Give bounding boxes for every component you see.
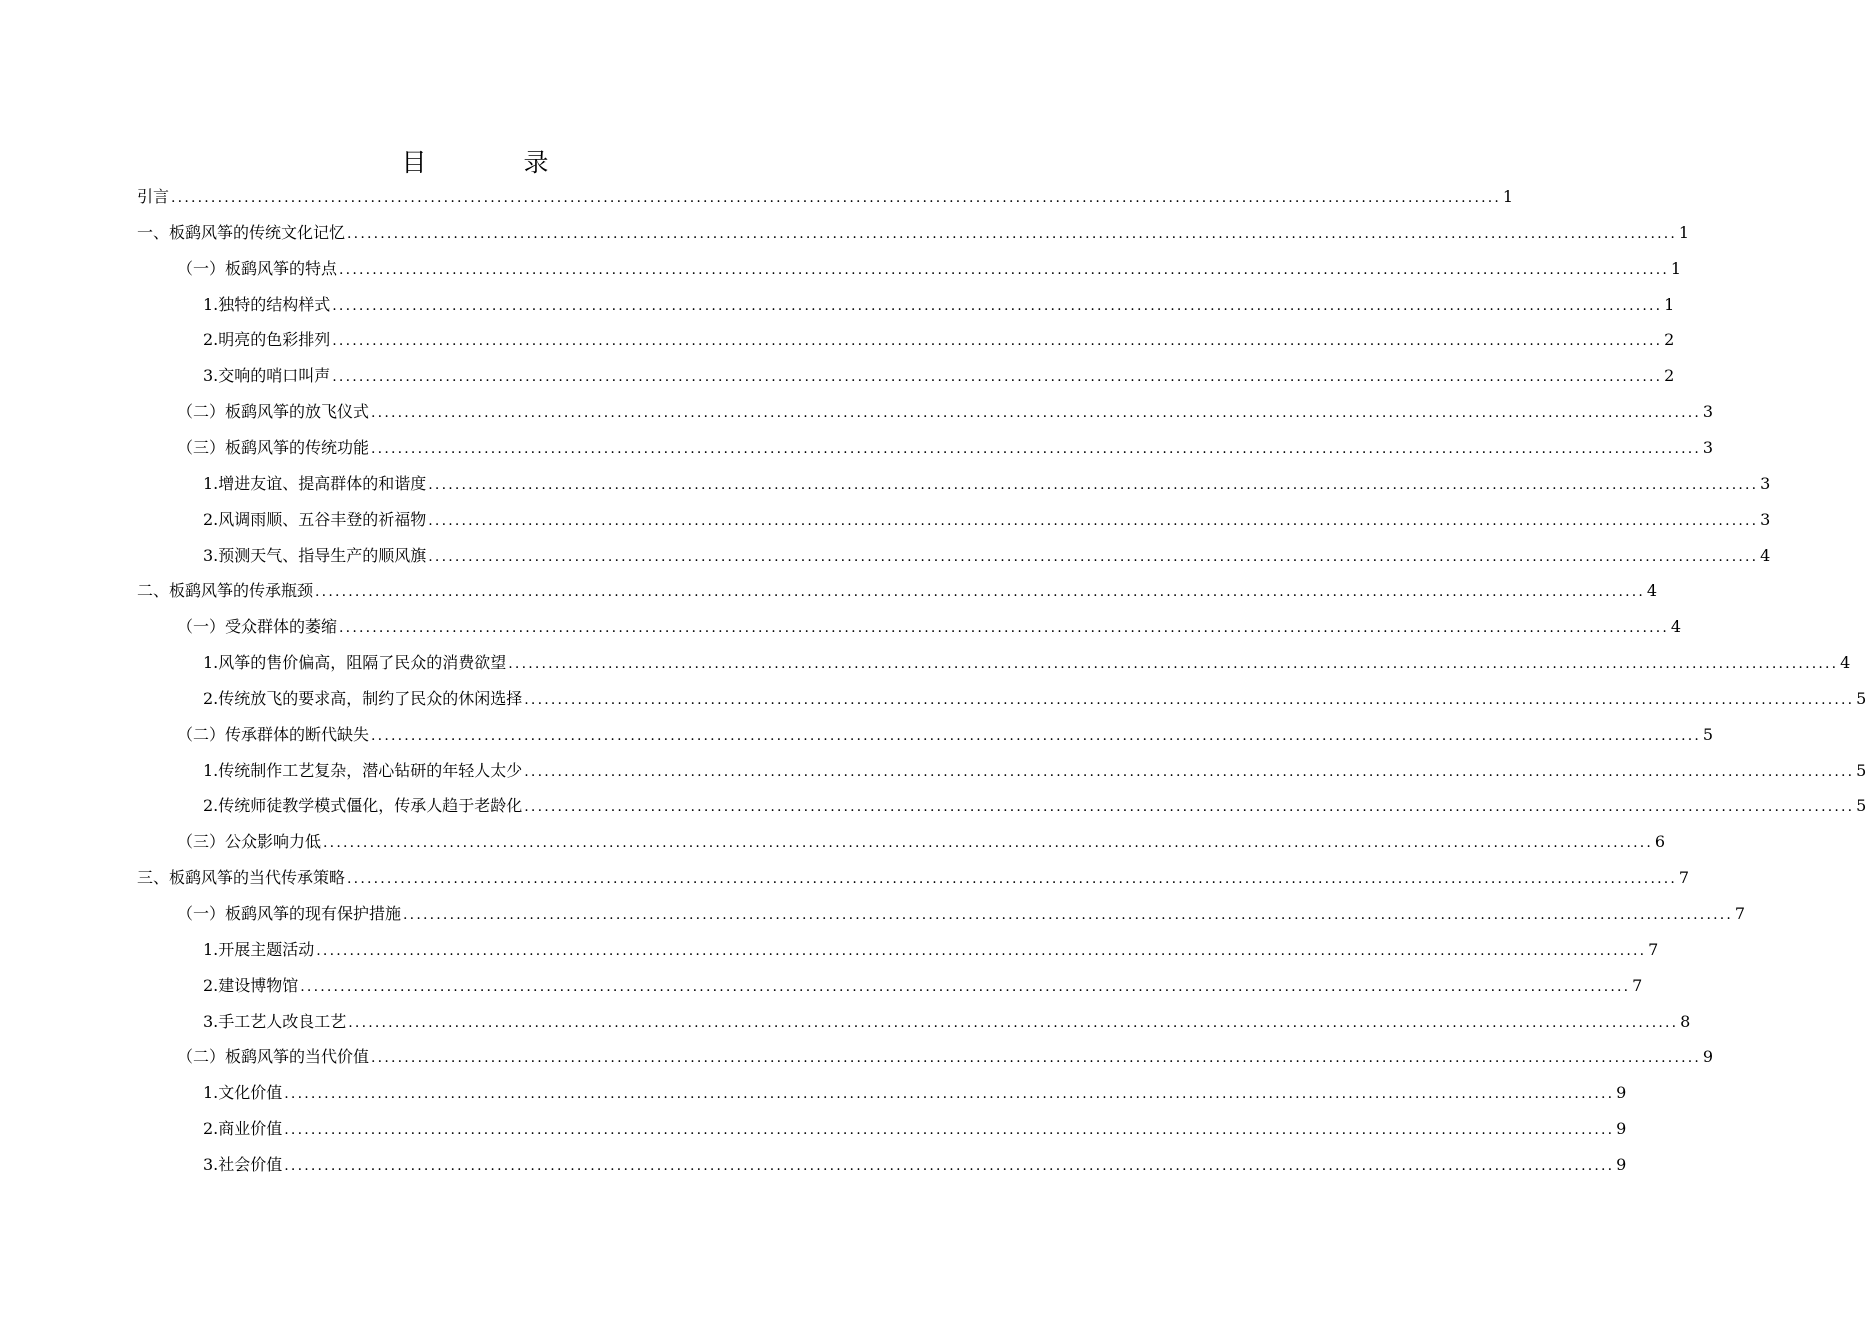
toc-entry-label: （二）板鹞风筝的放飞仪式 bbox=[177, 402, 370, 421]
toc-page-number: 6 bbox=[1654, 832, 1666, 851]
toc-dot-leader: ........................................................................................................................................................................................................ bbox=[428, 549, 1759, 565]
toc-entry-label: 1.风筝的售价偏高，阻隔了民众的消费欲望 bbox=[203, 653, 507, 672]
toc-entry-label: （二）传承群体的断代缺失 bbox=[177, 725, 370, 744]
toc-dot-leader: ........................................................................................................................................................................................................ bbox=[524, 799, 1855, 815]
toc-dot-leader: ........................................................................................................................................................................................................ bbox=[171, 190, 1502, 206]
toc-entry[interactable] bbox=[203, 469, 1771, 495]
toc-page-number: 9 bbox=[1616, 1083, 1627, 1102]
toc-page-number: 5 bbox=[1856, 796, 1866, 815]
toc-page-number: 4 bbox=[1760, 546, 1771, 565]
toc-page-number: 2 bbox=[1664, 330, 1675, 349]
toc-page-number: 4 bbox=[1840, 653, 1851, 672]
toc-entry-label: 一、板鹞风筝的传统文化记忆 bbox=[137, 223, 346, 242]
toc-entry[interactable] bbox=[203, 1007, 1691, 1033]
toc-dot-leader: ........................................................................................................................................................................................................ bbox=[403, 907, 1734, 923]
toc-dot-leader: ........................................................................................................................................................................................................ bbox=[508, 656, 1839, 672]
toc-dot-leader: ........................................................................................................................................................................................................ bbox=[332, 298, 1663, 314]
toc-dot-leader: ........................................................................................................................................................................................................ bbox=[332, 369, 1663, 385]
toc-dot-leader: ........................................................................................................................................................................................................ bbox=[300, 979, 1631, 995]
toc-entry-label: 3.交响的哨口叫声 bbox=[203, 366, 331, 385]
toc-dot-leader: ........................................................................................................................................................................................................ bbox=[315, 584, 1646, 600]
toc-page-number: 1 bbox=[1670, 259, 1682, 278]
toc-entry[interactable] bbox=[203, 361, 1675, 387]
toc-page-number: 2 bbox=[1664, 366, 1675, 385]
toc-entry-label: （二）板鹞风筝的当代价值 bbox=[177, 1047, 370, 1066]
toc-entry[interactable] bbox=[177, 254, 1682, 280]
toc-page-number: 9 bbox=[1616, 1119, 1627, 1138]
toc-entry-label: （一）板鹞风筝的特点 bbox=[177, 259, 338, 278]
toc-page-number: 1 bbox=[1502, 187, 1514, 206]
toc-entry[interactable] bbox=[203, 1078, 1627, 1104]
toc-dot-leader: ........................................................................................................................................................................................................ bbox=[284, 1122, 1615, 1138]
toc-entry-label: 2.建设博物馆 bbox=[203, 976, 299, 995]
toc-page-number: 3 bbox=[1702, 402, 1714, 421]
toc-entry-label: 1.增进友谊、提高群体的和谐度 bbox=[203, 474, 427, 493]
toc-page-number: 5 bbox=[1856, 689, 1866, 708]
toc-page-number: 3 bbox=[1760, 474, 1771, 493]
toc-dot-leader: ........................................................................................................................................................................................................ bbox=[371, 728, 1702, 744]
toc-entry-label: 2.明亮的色彩排列 bbox=[203, 330, 331, 349]
toc-entry[interactable] bbox=[203, 648, 1851, 674]
toc-entry[interactable] bbox=[177, 612, 1682, 638]
toc-entry[interactable] bbox=[137, 182, 1514, 208]
toc-page-number: 5 bbox=[1856, 761, 1866, 780]
toc-entry[interactable] bbox=[177, 433, 1714, 459]
toc-entry[interactable] bbox=[203, 756, 1866, 782]
toc-entry-label: （一）受众群体的萎缩 bbox=[177, 617, 338, 636]
toc-page-number: 7 bbox=[1632, 976, 1643, 995]
toc-entry[interactable] bbox=[203, 935, 1659, 961]
toc-entry[interactable] bbox=[203, 505, 1771, 531]
toc-page-number: 4 bbox=[1670, 617, 1682, 636]
toc-entry[interactable] bbox=[203, 971, 1643, 997]
toc-entry-label: 1.独特的结构样式 bbox=[203, 295, 331, 314]
toc-entry-label: 2.商业价值 bbox=[203, 1119, 283, 1138]
toc-entry-label: 三、板鹞风筝的当代传承策略 bbox=[137, 868, 346, 887]
toc-entry[interactable] bbox=[203, 290, 1675, 316]
toc-page-number: 3 bbox=[1760, 510, 1771, 529]
toc-page-number: 7 bbox=[1678, 868, 1690, 887]
toc-page-number: 8 bbox=[1680, 1012, 1691, 1031]
toc-entry[interactable] bbox=[177, 827, 1666, 853]
toc-entry-label: 引言 bbox=[137, 187, 170, 206]
toc-dot-leader: ........................................................................................................................................................................................................ bbox=[284, 1158, 1615, 1174]
toc-page-number: 1 bbox=[1678, 223, 1690, 242]
toc-dot-leader: ........................................................................................................................................................................................................ bbox=[347, 871, 1678, 887]
toc-entry[interactable] bbox=[177, 397, 1714, 423]
toc-entry-label: 3.手工艺人改良工艺 bbox=[203, 1012, 347, 1031]
toc-entry-label: 1.文化价值 bbox=[203, 1083, 283, 1102]
toc-entry[interactable] bbox=[137, 576, 1658, 602]
toc-dot-leader: ........................................................................................................................................................................................................ bbox=[339, 620, 1670, 636]
toc-entry[interactable] bbox=[137, 863, 1690, 889]
toc-entry[interactable] bbox=[177, 720, 1714, 746]
toc-dot-leader: ........................................................................................................................................................................................................ bbox=[316, 943, 1647, 959]
toc-entry[interactable] bbox=[203, 791, 1866, 817]
toc-entry[interactable] bbox=[203, 1150, 1627, 1176]
toc-entry-label: 二、板鹞风筝的传承瓶颈 bbox=[137, 581, 314, 600]
toc-entry-label: 1.传统制作工艺复杂，潜心钻研的年轻人太少 bbox=[203, 761, 523, 780]
toc-page-number: 7 bbox=[1648, 940, 1659, 959]
toc-dot-leader: ........................................................................................................................................................................................................ bbox=[524, 764, 1855, 780]
toc-entry-label: （三）板鹞风筝的传统功能 bbox=[177, 438, 370, 457]
toc-dot-leader: ........................................................................................................................................................................................................ bbox=[428, 477, 1759, 493]
toc-entry-label: （三）公众影响力低 bbox=[177, 832, 322, 851]
toc-title: 目 录 bbox=[401, 148, 585, 177]
toc-dot-leader: ........................................................................................................................................................................................................ bbox=[371, 441, 1702, 457]
toc-dot-leader: ........................................................................................................................................................................................................ bbox=[371, 405, 1702, 421]
toc-entry[interactable] bbox=[203, 541, 1771, 567]
toc-page-number: 4 bbox=[1646, 581, 1658, 600]
toc-dot-leader: ........................................................................................................................................................................................................ bbox=[428, 513, 1759, 529]
toc-page-number: 7 bbox=[1734, 904, 1746, 923]
toc-dot-leader: ........................................................................................................................................................................................................ bbox=[332, 333, 1663, 349]
toc-entry[interactable] bbox=[137, 218, 1690, 244]
toc-dot-leader: ........................................................................................................................................................................................................ bbox=[524, 692, 1855, 708]
toc-page-number: 5 bbox=[1702, 725, 1714, 744]
toc-entry[interactable] bbox=[177, 899, 1746, 925]
toc-entry-label: 3.社会价值 bbox=[203, 1155, 283, 1174]
toc-entry-label: 2.传统放飞的要求高，制约了民众的休闲选择 bbox=[203, 689, 523, 708]
toc-dot-leader: ........................................................................................................................................................................................................ bbox=[323, 835, 1654, 851]
toc-entry[interactable] bbox=[203, 1114, 1627, 1140]
toc-entry-label: 1.开展主题活动 bbox=[203, 940, 315, 959]
toc-entry-label: （一）板鹞风筝的现有保护措施 bbox=[177, 904, 402, 923]
toc-entry[interactable] bbox=[177, 1042, 1714, 1068]
toc-entry-label: 2.风调雨顺、五谷丰登的祈福物 bbox=[203, 510, 427, 529]
toc-entry[interactable] bbox=[203, 684, 1866, 710]
toc-entry-label: 3.预测天气、指导生产的顺风旗 bbox=[203, 546, 427, 565]
toc-page-number: 9 bbox=[1616, 1155, 1627, 1174]
toc-dot-leader: ........................................................................................................................................................................................................ bbox=[371, 1050, 1702, 1066]
toc-page-number: 3 bbox=[1702, 438, 1714, 457]
toc-dot-leader: ........................................................................................................................................................................................................ bbox=[284, 1086, 1615, 1102]
toc-dot-leader: ........................................................................................................................................................................................................ bbox=[348, 1015, 1679, 1031]
toc-page-number: 1 bbox=[1664, 295, 1675, 314]
toc-entry[interactable] bbox=[203, 325, 1675, 351]
toc-dot-leader: ........................................................................................................................................................................................................ bbox=[347, 226, 1678, 242]
toc-entry-label: 2.传统师徒教学模式僵化，传承人趋于老龄化 bbox=[203, 796, 523, 815]
toc-dot-leader: ........................................................................................................................................................................................................ bbox=[339, 262, 1670, 278]
toc-page-number: 9 bbox=[1702, 1047, 1714, 1066]
